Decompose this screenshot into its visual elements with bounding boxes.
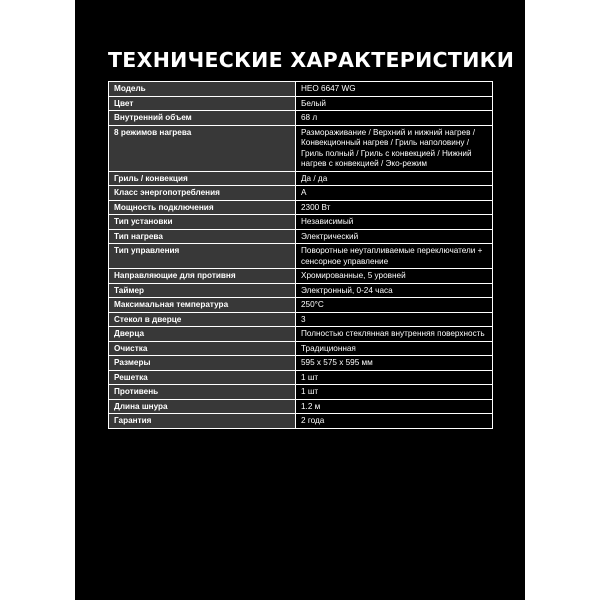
spec-value: 2300 Вт	[296, 200, 493, 215]
spec-value: Размораживание / Верхний и нижний нагрев / Конвекционный нагрев / Гриль наполовину / Гриль полный / Гриль с конвекцией / Нижний нагрев с конвекцией / Эко-режим	[296, 125, 493, 171]
spec-value: 2 года	[296, 414, 493, 429]
spec-key: Длина шнура	[109, 399, 296, 414]
spec-value: 1 шт	[296, 385, 493, 400]
spec-key: 8 режимов нагрева	[109, 125, 296, 171]
spec-key: Очистка	[109, 341, 296, 356]
spec-key: Тип установки	[109, 215, 296, 230]
spec-row	[109, 111, 493, 126]
spec-key: Гриль / конвекция	[109, 171, 296, 186]
spec-key: Таймер	[109, 283, 296, 298]
spec-row	[109, 82, 493, 97]
spec-row	[109, 298, 493, 313]
spec-value: Независимый	[296, 215, 493, 230]
spec-key: Дверца	[109, 327, 296, 342]
spec-value: Да / да	[296, 171, 493, 186]
spec-value: Электронный, 0-24 часа	[296, 283, 493, 298]
spec-row	[109, 171, 493, 186]
spec-key: Решетка	[109, 370, 296, 385]
spec-value: Хромированные, 5 уровней	[296, 269, 493, 284]
spec-row	[109, 283, 493, 298]
spec-key: Размеры	[109, 356, 296, 371]
spec-value: 595 х 575 х 595 мм	[296, 356, 493, 371]
page-title: ТЕХНИЧЕСКИЕ ХАРАКТЕРИСТИКИ	[108, 48, 515, 72]
spec-key: Максимальная температура	[109, 298, 296, 313]
spec-row	[109, 399, 493, 414]
spec-value: Поворотные неутапливаемые переключатели + сенсорное управление	[296, 244, 493, 269]
spec-key: Класс энергопотребления	[109, 186, 296, 201]
spec-row	[109, 327, 493, 342]
spec-key: Тип нагрева	[109, 229, 296, 244]
spec-key: Внутренний объем	[109, 111, 296, 126]
spec-row	[109, 356, 493, 371]
spec-row	[109, 414, 493, 429]
spec-key: Мощность подключения	[109, 200, 296, 215]
spec-value: 1.2 м	[296, 399, 493, 414]
spec-row	[109, 370, 493, 385]
spec-value: А	[296, 186, 493, 201]
spec-key: Гарантия	[109, 414, 296, 429]
spec-key: Противень	[109, 385, 296, 400]
spec-row	[109, 244, 493, 269]
spec-key: Стекол в дверце	[109, 312, 296, 327]
spec-row	[109, 200, 493, 215]
spec-row	[109, 229, 493, 244]
spec-row	[109, 312, 493, 327]
spec-value: 1 шт	[296, 370, 493, 385]
spec-key: Модель	[109, 82, 296, 97]
spec-row	[109, 186, 493, 201]
spec-row	[109, 385, 493, 400]
spec-value: HEO 6647 WG	[296, 82, 493, 97]
spec-value: 68 л	[296, 111, 493, 126]
spec-key: Цвет	[109, 96, 296, 111]
spec-table	[108, 81, 493, 429]
spec-row	[109, 96, 493, 111]
spec-value: Электрический	[296, 229, 493, 244]
spec-value: 3	[296, 312, 493, 327]
spec-value: Белый	[296, 96, 493, 111]
spec-value: 250°С	[296, 298, 493, 313]
spec-value: Полностью стеклянная внутренняя поверхность	[296, 327, 493, 342]
spec-row	[109, 341, 493, 356]
spec-row	[109, 125, 493, 171]
spec-key: Тип управления	[109, 244, 296, 269]
spec-row	[109, 269, 493, 284]
spec-row	[109, 215, 493, 230]
spec-key: Направляющие для противня	[109, 269, 296, 284]
spec-value: Традиционная	[296, 341, 493, 356]
